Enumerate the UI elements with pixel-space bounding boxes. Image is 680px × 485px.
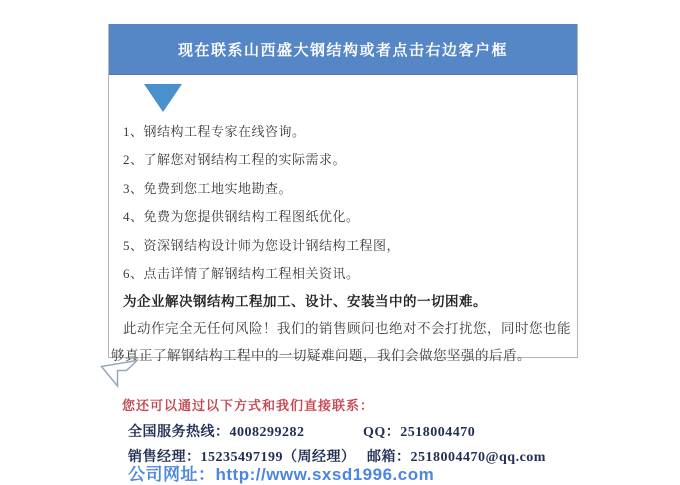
email-label: 邮箱： (367, 450, 411, 465)
website-link[interactable]: http://www.sxsd1996.com (215, 465, 435, 484)
email-value: 2518004470@qq.com (410, 450, 546, 465)
steps-list (109, 118, 577, 288)
manager-number: 15235497199（周经理） (200, 450, 356, 465)
summary-paragraph: 此动作完全无任何风险！我们的销售顾问也绝对不会打扰您，同时您也能够真正了解钢结构工程中的一切疑难问题，我们会做您坚强的后盾。 (111, 321, 571, 363)
contact-row-hotline (128, 421, 476, 441)
step-item-5: 5、资深钢结构设计师为您设计钢结构工程图， (123, 237, 401, 253)
manager-label: 销售经理： (128, 450, 201, 465)
arrow-down-icon (144, 84, 182, 112)
hotline-number: 4008299282 (229, 425, 305, 440)
qq-label: QQ： (363, 425, 401, 440)
step-item-1: 1、钢结构工程专家在线咨询。 (123, 124, 306, 139)
website-label: 公司网址： (128, 465, 216, 484)
promo-box (108, 24, 578, 363)
hotline-label: 全国服务热线： (128, 425, 230, 440)
qq-number: 2518004470 (400, 425, 476, 440)
banner-title: 现在联系山西盛大钢结构或者点击右边客户框 (177, 42, 508, 59)
step-item-6: 6、点击详情了解钢结构工程相关资讯。 (123, 266, 360, 282)
step-item-4: 4、免费为您提供钢结构工程图纸优化。 (123, 209, 360, 225)
contact-intro: 您还可以通过以下方式和我们直接联系： (122, 398, 375, 413)
summary-headline: 为企业解决钢结构工程加工、设计、安装当中的一切困难。 (123, 294, 487, 310)
contact-row-website (128, 460, 434, 485)
step-item-2: 2、了解您对钢结构工程的实际需求。 (123, 152, 347, 168)
step-item-3: 3、免费到您工地实地勘查。 (123, 180, 293, 196)
folded-corner-icon (100, 359, 140, 389)
banner (109, 24, 577, 75)
